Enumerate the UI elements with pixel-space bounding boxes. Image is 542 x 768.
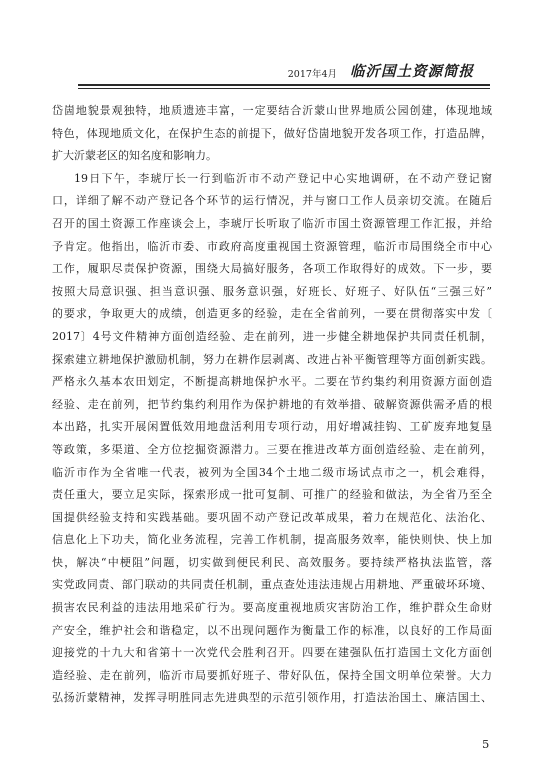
text-line: 本出路，扎实开展闲置低效用地盘活利用专项行动，用好增减挂钩、工矿废弃地复垦 [52, 420, 492, 434]
text-line: 迎接党的十九大和省第十一次党代会胜利召开。四要在建强队伍打造国土文化方面创 [52, 646, 492, 660]
text-line: 予肯定。他指出，临沂市委、市政府高度重视国土资源管理，临沂市局围绕全市中心 [52, 239, 492, 253]
text-line: 2017〕4号文件精神方面创造经验、走在前列，进一步健全耕地保护共同责任机制， [52, 329, 492, 343]
text-line: 国提供经验支持和实践基础。要巩固不动产登记改革成果，着力在规范化、法治化、 [52, 510, 492, 524]
body-text [52, 100, 492, 710]
text-line: 临沂市作为全省唯一代表，被列为全国34个土地二级市场试点市之一，机会难得， [52, 465, 492, 479]
header-rule-thin [78, 88, 490, 89]
page-number: 5 [482, 737, 490, 751]
text-line: 等政策，多渠道、全方位挖掘资源潜力。三要在推进改革方面创造经验、走在前列， [52, 442, 492, 456]
text-line: 的要求，争取更大的成绩，创造更多的经验，走在全省前列，一要在贯彻落实中发〔 [52, 307, 492, 321]
text-line: 信息化上下功夫，简化业务流程，完善工作机制，提高服务效率，能快则快、快上加 [52, 533, 492, 547]
text-line: 19日下午，李琥厅长一行到临沂市不动产登记中心实地调研，在不动产登记窗 [74, 171, 492, 185]
page-header [0, 0, 542, 96]
text-line: 探索建立耕地保护激励机制，努力在耕作层剥离、改进占补平衡管理等方面创新实践。 [52, 352, 492, 366]
text-line: 扩大沂蒙老区的知名度和影响力。 [52, 149, 217, 163]
text-line: 快，解决“中梗阻”问题，切实做到便民利民、高效服务。要持续严格执法监管，落 [52, 555, 492, 569]
text-line: 口，详细了解不动产登记各个环节的运行情况，并与窗口工作人员亲切交流。在随后 [52, 194, 492, 208]
text-line: 召开的国土资源工作座谈会上，李琥厅长听取了临沂市国土资源管理工作汇报，并给 [52, 216, 492, 230]
text-line: 按照大局意识强、担当意识强、服务意识强，好班长、好班子、好队伍“三强三好” [52, 284, 492, 298]
text-line: 造经验、走在前列，临沂市局要抓好班子、带好队伍，保持全国文明单位荣誉。大力 [52, 668, 492, 682]
text-line: 严格永久基本农田划定，不断提高耕地保护水平。二要在节约集约利用资源方面创造 [52, 375, 492, 389]
text-line: 特色，体现地质文化，在保护生态的前提下，做好岱崮地貌开发各项工作，打造品牌， [52, 126, 492, 140]
header-rule-thick [78, 84, 490, 86]
text-line: 岱崮地貌景观独特，地质遗迹丰富，一定要结合沂蒙山世界地质公园创建，体现地域 [52, 104, 492, 117]
text-line: 实党政同责、部门联动的共同责任机制，重点查处违法违规占用耕地、严重破坏环境、 [52, 578, 492, 592]
header-title: 临沂国土资源简报 [350, 63, 474, 80]
text-line: 产安全，维护社会和谐稳定，以不出现问题作为衡量工作的标准，以良好的工作局面 [52, 623, 492, 637]
header-date: 2017年4月 [287, 69, 337, 80]
text-line: 经验、走在前列，把节约集约利用作为保护耕地的有效举措、破解资源供需矛盾的根 [52, 397, 492, 411]
text-line: 弘扬沂蒙精神，发挥寻明胜同志先进典型的示范引领作用，打造法治国土、廉洁国土、 [52, 691, 492, 705]
text-line: 工作，履职尽责保护资源，围绕大局搞好服务，各项工作取得好的成效。下一步，要 [52, 262, 492, 276]
text-line: 损害农民利益的违法用地采矿行为。要高度重视地质灾害防治工作，维护群众生命财 [52, 601, 492, 615]
text-line: 责任重大，要立足实际，探索形成一批可复制、可推广的经验和做法，为全省乃至全 [52, 488, 492, 502]
